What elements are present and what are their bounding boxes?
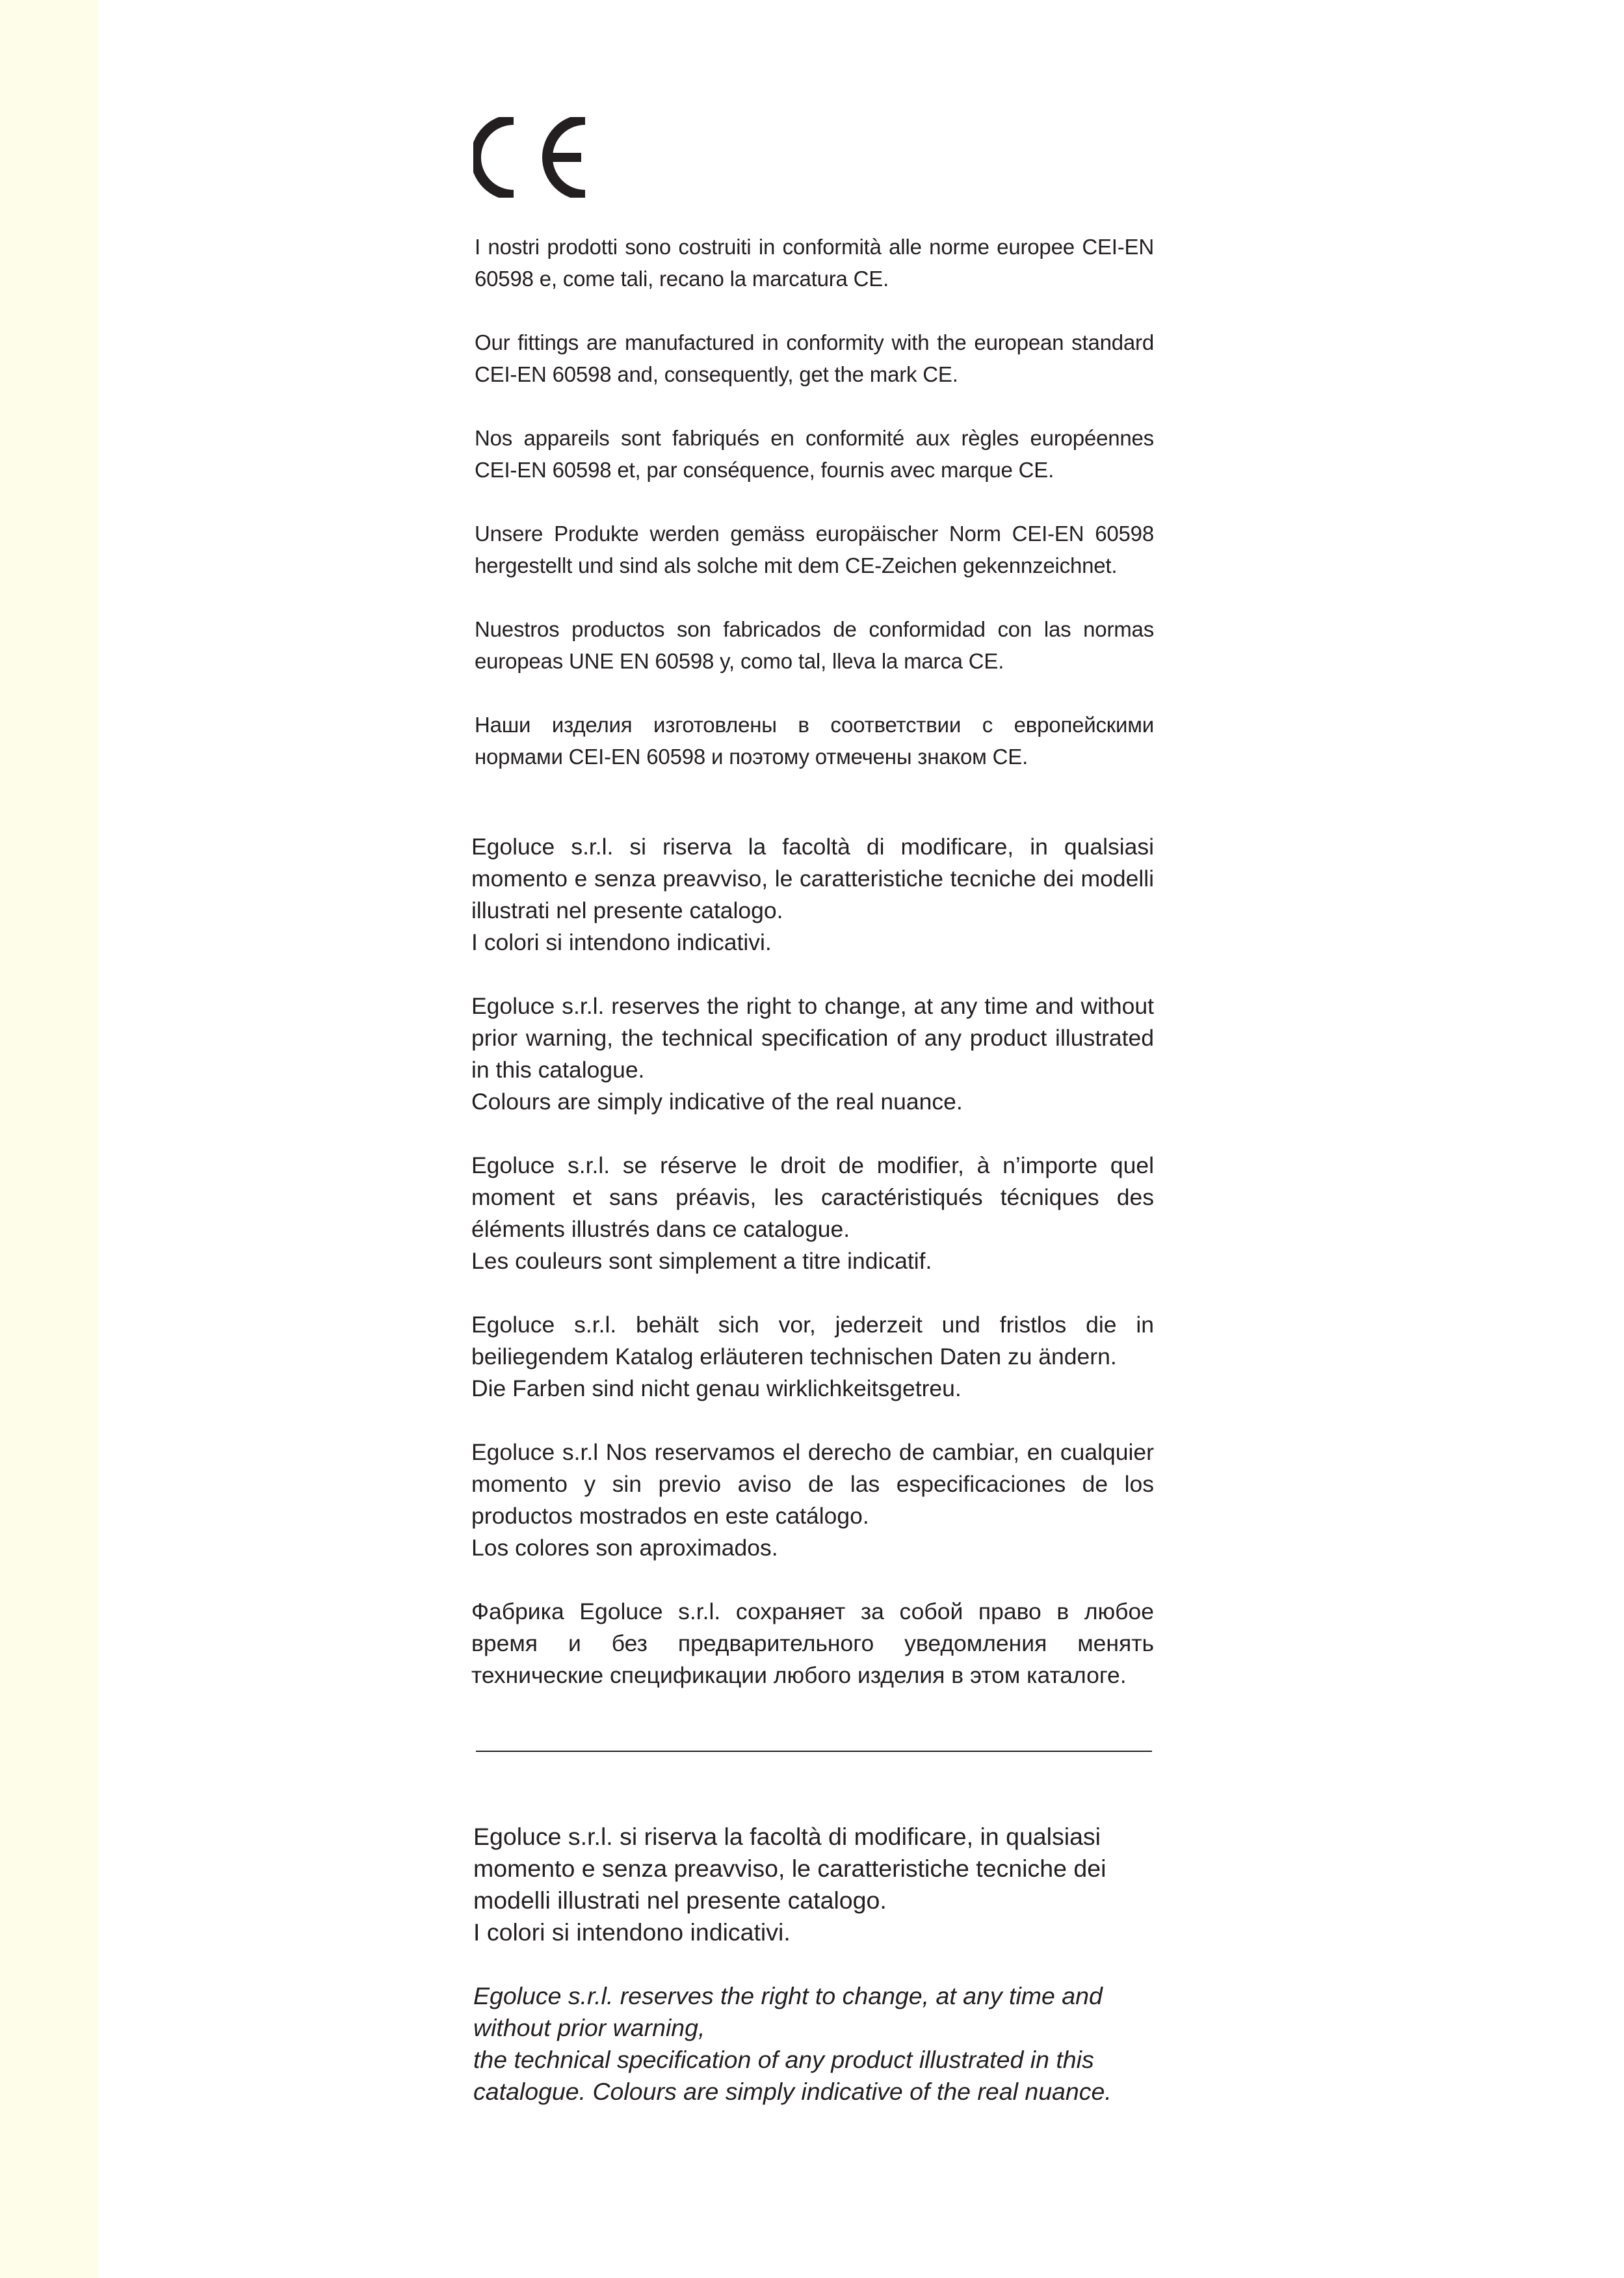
disclaimer-body: Egoluce s.r.l. si riserva la facoltà di modificare, in qualsiasi momento e senza preavviso, le caratteristiche tecniche dei modelli illustrati nel presente catalogo.: [471, 834, 1154, 923]
disclaimer-colour-note: Colours are simply indicative of the real nuance.: [471, 1089, 963, 1115]
section-divider: [476, 1751, 1152, 1752]
ce-statement-french: Nos appareils sont fabriqués en conformité aux règles européennes CEI-EN 60598 et, par conséquence, fournis avec marque CE.: [475, 426, 1154, 482]
disclaimer-russian: [471, 1596, 1154, 1691]
final-notice-line: momento e senza preavviso, le caratteristiche tecniche dei: [473, 1855, 1107, 1882]
disclaimer-body: Egoluce s.r.l. se réserve le droit de modifier, à n’importe quel moment et sans préavis, les caractéristiqués técniques des éléments illustrés dans ce catalogue.: [471, 1152, 1154, 1242]
disclaimer-german: [471, 1309, 1154, 1405]
ce-conformity-statements: [475, 231, 1154, 804]
ce-statement-spanish: Nuestros productos son fabricados de conformidad con las normas europeas UNE EN 60598 y, como tal, lleva la marca CE.: [475, 617, 1154, 673]
disclaimer-english: [471, 990, 1154, 1118]
disclaimer-french: [471, 1150, 1154, 1277]
final-notice-line: the technical specification of any product illustrated in this: [473, 2046, 1094, 2073]
final-notice-line: I colori si intendono indicativi.: [473, 1918, 791, 1946]
final-notice-line: Egoluce s.r.l. reserves the right to change, at any time and: [473, 1982, 1103, 2009]
disclaimer-body: Фабрика Egoluce s.r.l. сохраняет за собой право в любое время и без предварительного уведомления менять технические спецификации любого изделия в этом каталоге.: [471, 1598, 1154, 1688]
final-notice-line: Egoluce s.r.l. si riserva la facoltà di modificare, in qualsiasi: [473, 1823, 1101, 1850]
disclaimer-spanish: [471, 1437, 1154, 1564]
disclaimer-body: Egoluce s.r.l. behält sich vor, jederzeit und fristlos die in beiliegendem Katalog erläuteren technischen Daten zu ändern.: [471, 1312, 1154, 1370]
final-notice-italian: [473, 1821, 1162, 1948]
disclaimer-body: Egoluce s.r.l Nos reservamos el derecho de cambiar, en cualquier momento y sin previo aviso de las especificaciones de los productos mostrados en este catálogo.: [471, 1439, 1154, 1529]
final-notice-line: catalogue. Colours are simply indicative of the real nuance.: [473, 2078, 1112, 2105]
disclaimer-colour-note: Los colores son aproximados.: [471, 1535, 778, 1561]
ce-mark-icon: [473, 117, 589, 198]
disclaimer-colour-note: I colori si intendono indicativi.: [471, 929, 772, 955]
disclaimer-italian: [471, 831, 1154, 959]
ce-statement-italian: I nostri prodotti sono costruiti in conformità alle norme europee CEI-EN 60598 e, come tali, recano la marcatura CE.: [475, 235, 1154, 291]
ce-statement-russian: Наши изделия изготовлены в соответствии с европейскими нормами CEI-EN 60598 и поэтому отмечены знаком CE.: [475, 713, 1154, 769]
final-notice-line: without prior warning,: [473, 2014, 705, 2041]
disclaimer-colour-note: Les couleurs sont simplement a titre indicatif.: [471, 1248, 932, 1274]
final-notice-english: [473, 1980, 1162, 2108]
final-notice: [473, 1821, 1162, 2139]
page-side-band: [0, 0, 98, 2278]
catalogue-disclaimers: [471, 831, 1154, 1723]
ce-statement-german: Unsere Produkte werden gemäss europäischer Norm CEI-EN 60598 hergestellt und sind als solche mit dem CE-Zeichen gekennzeichnet.: [475, 522, 1154, 577]
ce-statement-english: Our fittings are manufactured in conformity with the european standard CEI-EN 60598 and, consequently, get the mark CE.: [475, 330, 1154, 386]
disclaimer-body: Egoluce s.r.l. reserves the right to change, at any time and without prior warning, the technical specification of any product illustrated in this catalogue.: [471, 993, 1154, 1083]
final-notice-line: modelli illustrati nel presente catalogo.: [473, 1887, 887, 1914]
disclaimer-colour-note: Die Farben sind nicht genau wirklichkeitsgetreu.: [471, 1375, 962, 1401]
